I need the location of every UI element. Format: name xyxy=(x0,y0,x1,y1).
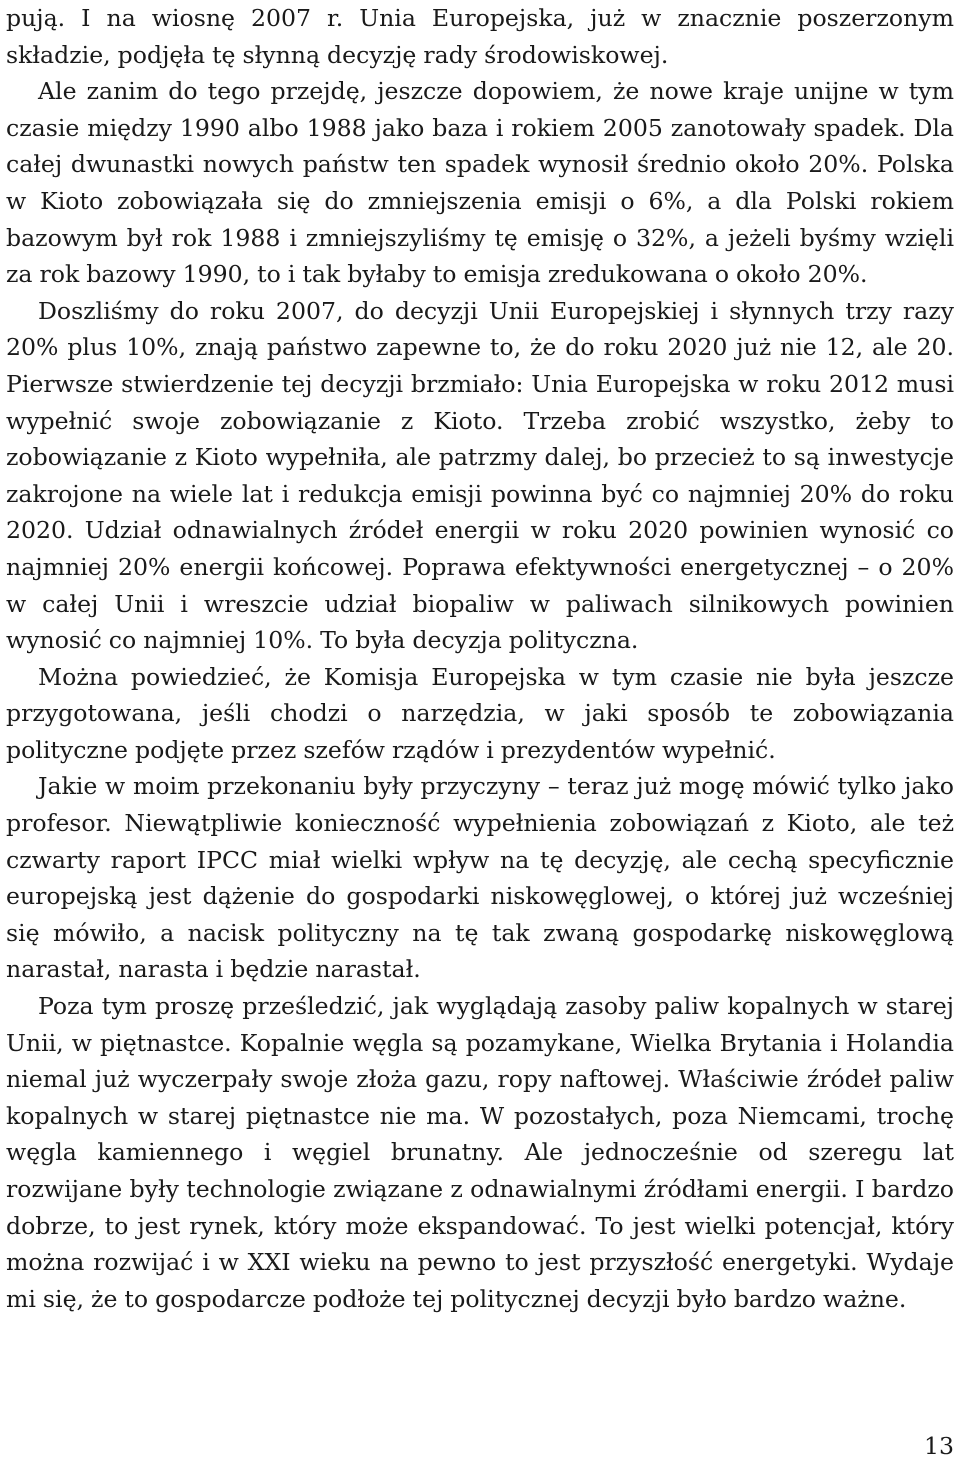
body-text xyxy=(6,0,954,1317)
paragraph-5: Jakie w moim przekonaniu były przyczyny – teraz już mogę mówić tylko jako profesor. Niewątpliwie konieczność wypełnienia zobowiązań z Kioto, ale też czwarty raport IPCC miał wielki wpływ na tę decyzję, ale cechą specyficznie europejską jest dążenie do gospodarki niskowęglowej, o której już wcześniej się mówiło, a nacisk polityczny na tę tak zwaną gospodarkę niskowęglową narastał, narasta i będzie narastał. xyxy=(6,772,954,984)
paragraph-4: Można powiedzieć, że Komisja Europejska w tym czasie nie była jeszcze przygotowana, jeśli chodzi o narzędzia, w jaki sposób te zobowiązania polityczne podjęte przez szefów rządów i prezydentów wypełnić. xyxy=(6,662,954,764)
paragraph-3: Doszliśmy do roku 2007, do decyzji Unii Europejskiej i słynnych trzy razy 20% plus 10%, znają państwo zapewne to, że do roku 2020 już nie 12, ale 20. Pierwsze stwierdzenie tej decyzji brzmiało: Unia Europejska w roku 2012 musi wypełnić swoje zobowiązanie z Kioto. Trzeba zrobić wszystko, żeby to zobowiązanie z Kioto wypełniła, ale patrzmy dalej, bo przecież to są inwestycje zakrojone na wiele lat i redukcja emisji powinna być co najmniej 20% do roku 2020. Udział odnawialnych źródeł energii w roku 2020 powinien wynosić co najmniej 20% energii końcowej. Poprawa efektywności energetycznej – o 20% w całej Unii i wreszcie udział biopaliw w paliwach silnikowych powinien wynosić co najmniej 10%. To była decyzja polityczna. xyxy=(6,296,954,655)
page-number: 13 xyxy=(923,1432,954,1460)
paragraph-2: Ale zanim do tego przejdę, jeszcze dopowiem, że nowe kraje unijne w tym czasie między 1990 albo 1988 jako baza i rokiem 2005 zanotowały spadek. Dla całej dwunastki nowych państw ten spadek wynosił średnio około 20%. Polska w Kioto zobowiązała się do zmniejszenia emisji o 6%, a dla Polski rokiem bazowym był rok 1988 i zmniejszyliśmy tę emisję o 32%, a jeżeli byśmy wzięli za rok bazowy 1990, to i tak byłaby to emisja zredukowana o około 20%. xyxy=(6,77,954,289)
paragraph-1: pują. I na wiosnę 2007 r. Unia Europejska, już w znacznie poszerzonym składzie, podjęła tę słynną decyzję rady środowiskowej. xyxy=(6,4,954,69)
paragraph-6: Poza tym proszę prześledzić, jak wyglądają zasoby paliw kopalnych w starej Unii, w piętnastce. Kopalnie węgla są pozamykane, Wielka Brytania i Holandia niemal już wyczerpały swoje złoża gazu, ropy naftowej. Właściwie źródeł paliw kopalnych w starej piętnastce nie ma. W pozostałych, poza Niemcami, trochę węgla kamiennego i węgiel brunatny. Ale jednocześnie od szeregu lat rozwijane były technologie związane z odnawialnymi źródłami energii. I bardzo dobrze, to jest rynek, który może ekspandować. To jest wielki potencjał, który można rozwijać i w XXI wieku na pewno to jest przyszłość energetyki. Wydaje mi się, że to gospodarcze podłoże tej politycznej decyzji było bardzo ważne. xyxy=(6,992,954,1313)
